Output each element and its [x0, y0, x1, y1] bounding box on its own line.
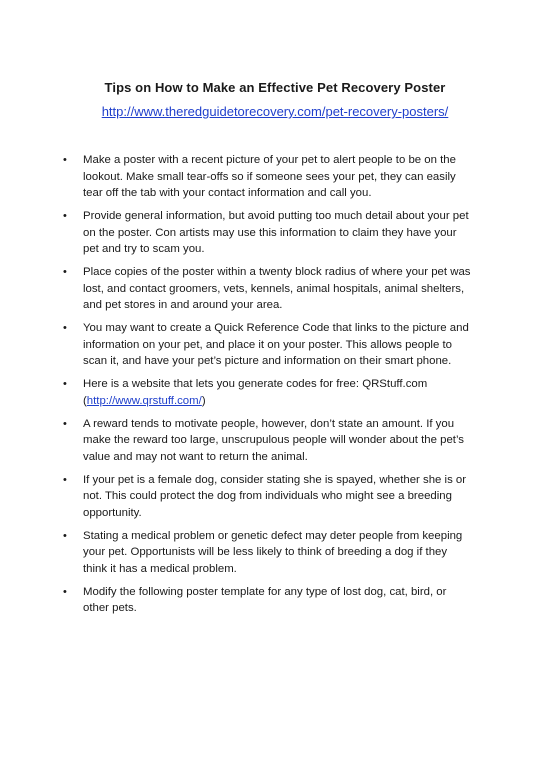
list-item [62, 320, 474, 370]
qrstuff-link[interactable]: http://www.qrstuff.com/ [86, 394, 202, 407]
document-title: Tips on How to Make an Effective Pet Recovery Poster [104, 80, 446, 95]
list-item [62, 416, 474, 466]
list-item [62, 264, 474, 314]
list-item [62, 584, 474, 617]
list-item-text: Modify the following poster template for any type of lost dog, cat, bird, or other pets. [83, 585, 447, 614]
bullet-icon: • [63, 378, 67, 390]
list-item-text: A reward tends to motivate people, however, don’t state an amount. If you make the reward too large, unscrupulous people will wonder about the pet’s value and may not want to return the animal. [83, 417, 464, 463]
source-link-line [0, 104, 550, 119]
list-item-text: If your pet is a female dog, consider stating she is spayed, whether she is or not. This could protect the dog from individuals who might see a breeding opportunity. [83, 473, 467, 519]
bullet-icon: • [63, 322, 67, 334]
list-item [62, 376, 474, 409]
list-item-text: Here is a website that lets you generate codes for free: QRStuff.com ( [83, 378, 428, 407]
list-item-text-end: ) [201, 394, 206, 407]
list-item [62, 208, 474, 258]
bullet-icon: • [63, 585, 67, 598]
bullet-icon: • [63, 473, 67, 486]
tips-list [62, 152, 474, 623]
list-item-text: Place copies of the poster within a twenty block radius of where your pet was lost, and contact groomers, vets, kennels, animal hospitals, animal shelters, and pet stores in and around your area. [83, 266, 471, 311]
bullet-icon: • [63, 266, 67, 278]
list-item-text: Stating a medical problem or genetic defect may deter people from keeping your pet. Opportunists will be less likely to think of breeding a dog if they think it has a medical problem. [83, 529, 463, 575]
source-link[interactable]: http://www.theredguidetorecovery.com/pet-recovery-posters/ [101, 104, 449, 119]
list-item-text: Provide general information, but avoid putting too much detail about your pet on the poster. Con artists may use this information to claim they have your pet and try to scam you. [83, 210, 469, 255]
list-item [62, 152, 474, 202]
bullet-icon: • [63, 154, 67, 166]
bullet-icon: • [63, 529, 67, 542]
list-item-text: You may want to create a Quick Reference Code that links to the picture and information on your pet, and place it on your poster. This allows people to scan it, and have your pet’s picture and information on their smart phone. [83, 322, 469, 367]
bullet-icon: • [63, 417, 67, 430]
list-item [62, 528, 474, 578]
bullet-icon: • [63, 210, 67, 222]
list-item [62, 472, 474, 522]
list-item-text: Make a poster with a recent picture of your pet to alert people to be on the lookout. Make small tear-offs so if someone sees your pet, they can easily tear off the tab with your contact information and call you. [83, 154, 456, 199]
